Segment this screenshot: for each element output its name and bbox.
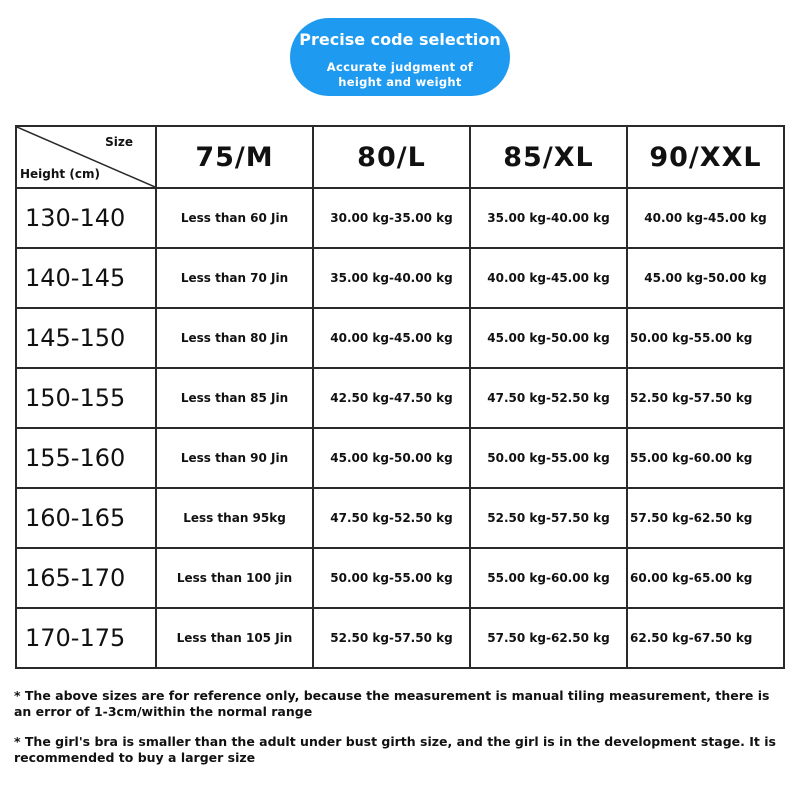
weight-cell-m: Less than 105 Jin <box>156 608 313 668</box>
corner-header-cell <box>16 126 156 188</box>
notes-section <box>14 688 784 780</box>
row-height-label: 150-155 <box>16 368 156 428</box>
weight-cell-xxl: 62.50 kg-67.50 kg <box>627 608 784 668</box>
weight-cell-xl: 50.00 kg-55.00 kg <box>470 428 627 488</box>
weight-cell-xxl: 60.00 kg-65.00 kg <box>627 548 784 608</box>
weight-cell-l: 52.50 kg-57.50 kg <box>313 608 470 668</box>
badge-subtitle <box>290 60 510 90</box>
promo-badge <box>290 18 510 96</box>
weight-cell-xxl: 57.50 kg-62.50 kg <box>627 488 784 548</box>
table-row <box>16 308 784 368</box>
weight-cell-xxl: 52.50 kg-57.50 kg <box>627 368 784 428</box>
weight-cell-xl: 52.50 kg-57.50 kg <box>470 488 627 548</box>
weight-cell-xl: 45.00 kg-50.00 kg <box>470 308 627 368</box>
weight-cell-m: Less than 90 Jin <box>156 428 313 488</box>
weight-cell-l: 30.00 kg-35.00 kg <box>313 188 470 248</box>
row-height-label: 130-140 <box>16 188 156 248</box>
row-height-label: 160-165 <box>16 488 156 548</box>
weight-cell-m: Less than 100 jin <box>156 548 313 608</box>
height-axis-label: Height (cm) <box>20 167 100 181</box>
table-row <box>16 188 784 248</box>
table-row <box>16 548 784 608</box>
table-row <box>16 368 784 428</box>
weight-cell-xl: 55.00 kg-60.00 kg <box>470 548 627 608</box>
weight-cell-xl: 47.50 kg-52.50 kg <box>470 368 627 428</box>
table-header-row <box>16 126 784 188</box>
column-header-85xl: 85/XL <box>470 126 627 188</box>
weight-cell-xxl: 55.00 kg-60.00 kg <box>627 428 784 488</box>
table-row <box>16 248 784 308</box>
weight-cell-m: Less than 85 Jin <box>156 368 313 428</box>
weight-cell-xxl: 40.00 kg-45.00 kg <box>627 188 784 248</box>
row-height-label: 155-160 <box>16 428 156 488</box>
weight-cell-xxl: 45.00 kg-50.00 kg <box>627 248 784 308</box>
table-row <box>16 488 784 548</box>
weight-cell-xl: 57.50 kg-62.50 kg <box>470 608 627 668</box>
row-height-label: 140-145 <box>16 248 156 308</box>
column-header-80l: 80/L <box>313 126 470 188</box>
column-header-75m: 75/M <box>156 126 313 188</box>
row-height-label: 170-175 <box>16 608 156 668</box>
badge-subtitle-line-2: height and weight <box>338 75 462 89</box>
note-bra-size: * The girl's bra is smaller than the adult under bust girth size, and the girl is in the development stage. It is recommended to buy a larger size <box>14 734 776 765</box>
weight-cell-xl: 35.00 kg-40.00 kg <box>470 188 627 248</box>
weight-cell-m: Less than 80 Jin <box>156 308 313 368</box>
size-chart-table <box>15 125 785 669</box>
size-axis-label: Size <box>105 135 133 149</box>
weight-cell-m: Less than 95kg <box>156 488 313 548</box>
row-height-label: 145-150 <box>16 308 156 368</box>
column-header-90xxl: 90/XXL <box>627 126 784 188</box>
badge-subtitle-line-1: Accurate judgment of <box>326 60 474 74</box>
note-measurement: * The above sizes are for reference only, because the measurement is manual tiling measurement, there is an error of 1-3cm/within the normal range <box>14 688 770 719</box>
weight-cell-xxl: 50.00 kg-55.00 kg <box>627 308 784 368</box>
weight-cell-l: 35.00 kg-40.00 kg <box>313 248 470 308</box>
weight-cell-l: 42.50 kg-47.50 kg <box>313 368 470 428</box>
row-height-label: 165-170 <box>16 548 156 608</box>
weight-cell-m: Less than 70 Jin <box>156 248 313 308</box>
weight-cell-l: 47.50 kg-52.50 kg <box>313 488 470 548</box>
table-row <box>16 428 784 488</box>
weight-cell-m: Less than 60 Jin <box>156 188 313 248</box>
weight-cell-xl: 40.00 kg-45.00 kg <box>470 248 627 308</box>
weight-cell-l: 40.00 kg-45.00 kg <box>313 308 470 368</box>
table-row <box>16 608 784 668</box>
weight-cell-l: 50.00 kg-55.00 kg <box>313 548 470 608</box>
weight-cell-l: 45.00 kg-50.00 kg <box>313 428 470 488</box>
badge-title: Precise code selection <box>299 30 501 49</box>
